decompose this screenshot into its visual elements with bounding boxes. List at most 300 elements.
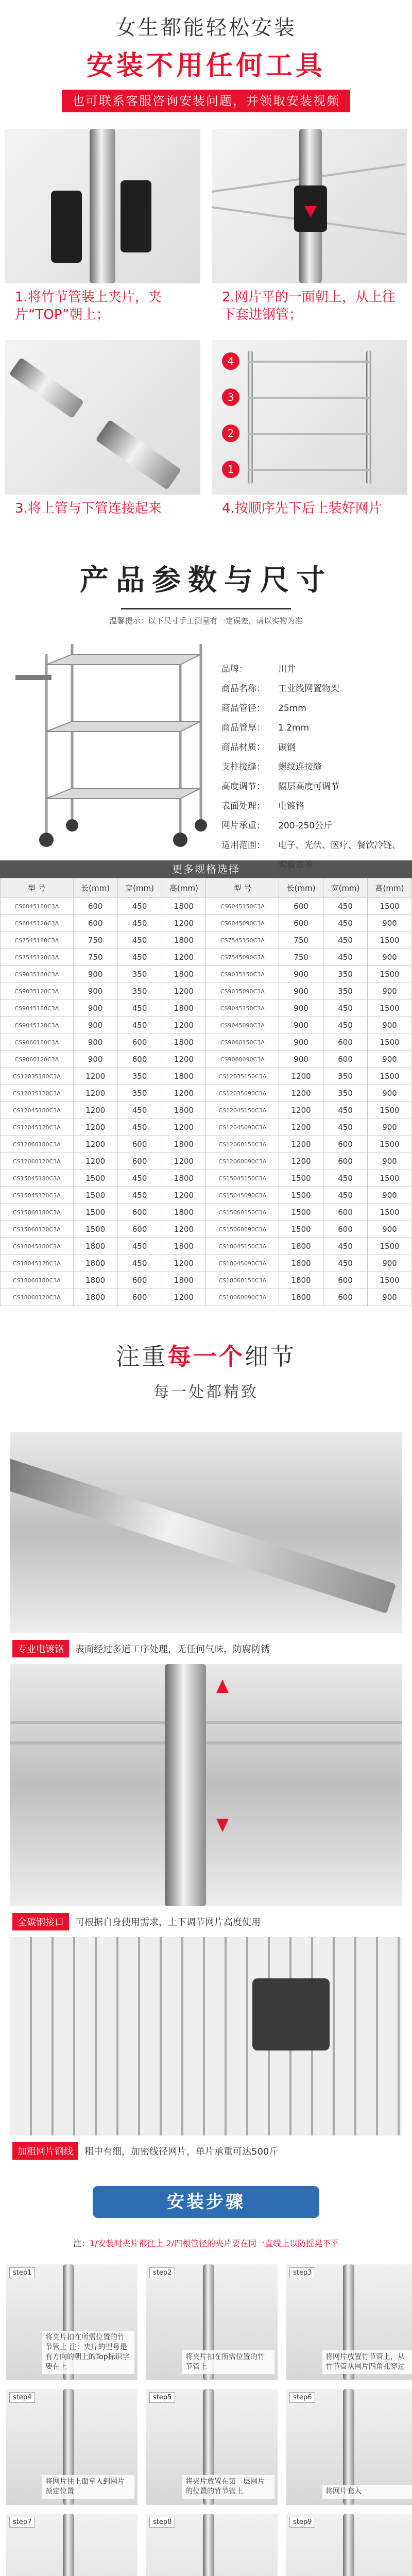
spec-row xyxy=(221,777,407,796)
spec-row xyxy=(221,659,407,679)
down-arrow-icon xyxy=(304,206,317,217)
spec-row xyxy=(221,816,407,836)
table-row xyxy=(1,1204,412,1221)
dimension-cell: 900 xyxy=(73,1034,117,1051)
column-header: 型 号 xyxy=(1,878,74,898)
dimension-cell: 900 xyxy=(368,1119,412,1136)
step-number: step2 xyxy=(149,2267,175,2278)
dimension-cell: 1800 xyxy=(162,1034,206,1051)
detail-tag-1: 专业电镀铬 xyxy=(12,1640,69,1657)
dimension-cell: 1200 xyxy=(162,1255,206,1272)
pole-closeup xyxy=(10,1453,396,1613)
dimension-cell: 1200 xyxy=(162,1187,206,1204)
dimension-cell: 1200 xyxy=(162,949,206,966)
dimension-cell: 1800 xyxy=(162,898,206,915)
table-row xyxy=(1,1153,412,1170)
model-cell: CS9045180C3A xyxy=(1,1000,74,1017)
pole-shape xyxy=(90,129,115,283)
dimension-cell: 1500 xyxy=(368,1204,412,1221)
dimension-cell: 1800 xyxy=(73,1272,117,1289)
dimension-cell: 1200 xyxy=(279,1068,323,1085)
spec-value: 川井 xyxy=(278,664,296,674)
pole-shape xyxy=(9,358,84,419)
table-row xyxy=(1,1051,412,1068)
model-cell: CS6045090C3A xyxy=(206,915,279,932)
order-badge-2: 2 xyxy=(222,425,239,442)
model-cell: CS9060090C3A xyxy=(206,1051,279,1068)
dimension-cell: 1500 xyxy=(368,1238,412,1255)
dimension-cell: 900 xyxy=(73,1051,117,1068)
dimension-cell: 350 xyxy=(323,1085,368,1102)
dimension-cell: 1800 xyxy=(279,1272,323,1289)
order-badge-3: 3 xyxy=(222,388,239,406)
spec-row xyxy=(221,836,407,875)
dimension-cell: 450 xyxy=(117,1017,162,1034)
install-grid-bottom xyxy=(0,340,412,495)
model-cell: CS12045150C3A xyxy=(206,1102,279,1119)
model-cell: CS12035150C3A xyxy=(206,1068,279,1085)
dimension-cell: 1200 xyxy=(279,1085,323,1102)
dimension-cell: 900 xyxy=(368,915,412,932)
step-number: step9 xyxy=(289,2517,315,2528)
dimension-cell: 1200 xyxy=(162,1085,206,1102)
details-subtitle: 每一处都精致 xyxy=(153,1383,259,1401)
dimension-cell: 1200 xyxy=(162,1153,206,1170)
table-row xyxy=(1,898,412,915)
step-caption: 将夹片放置在第二层网片的位置的竹节管上 xyxy=(182,2475,274,2499)
dimension-cell: 1800 xyxy=(73,1255,117,1272)
model-cell: CS6045120C3A xyxy=(1,915,74,932)
clip-shape-left xyxy=(51,191,82,263)
model-cell: CS12045090C3A xyxy=(206,1119,279,1136)
column-header: 长(mm) xyxy=(279,878,323,898)
spec-key: 适用范围： xyxy=(221,840,265,851)
model-cell: CS12060150C3A xyxy=(206,1136,279,1153)
spec-key: 支柱接缝： xyxy=(221,762,265,772)
dimension-cell: 450 xyxy=(117,1255,162,1272)
pole-shape xyxy=(248,350,253,484)
dimension-cell: 1200 xyxy=(73,1136,117,1153)
dimension-cell: 1800 xyxy=(162,1272,206,1289)
spec-key: 商品管径： xyxy=(221,703,265,714)
table-row xyxy=(1,1102,412,1119)
dimension-cell: 450 xyxy=(323,1238,368,1255)
detail-photo-grid xyxy=(10,1937,402,2136)
detail-label-3 xyxy=(0,2136,412,2166)
dimension-cell: 600 xyxy=(279,915,323,932)
dimension-cell: 750 xyxy=(279,932,323,949)
spec-row xyxy=(221,718,407,738)
model-cell: CS12045180C3A xyxy=(1,1102,74,1119)
dimension-cell: 600 xyxy=(117,1153,162,1170)
pole-shape xyxy=(366,350,371,484)
dimension-cell: 1200 xyxy=(162,1119,206,1136)
dimension-cell: 1800 xyxy=(279,1289,323,1306)
dimension-cell: 450 xyxy=(323,1255,368,1272)
spec-value: 25mm xyxy=(278,703,306,714)
dimension-cell: 450 xyxy=(323,1000,368,1017)
dimension-cell: 900 xyxy=(368,1085,412,1102)
params-header xyxy=(0,536,412,613)
model-cell: CS9060120C3A xyxy=(1,1051,74,1068)
step-card-4 xyxy=(6,2389,138,2505)
shelf-illustration xyxy=(15,644,211,850)
model-cell: CS12035090C3A xyxy=(206,1085,279,1102)
hero-title: 女生都能轻松安装 xyxy=(115,16,297,40)
dimension-cell: 1800 xyxy=(162,1102,206,1119)
dimension-cell: 1800 xyxy=(162,1238,206,1255)
spec-table-header-row xyxy=(1,878,412,898)
table-row xyxy=(1,1289,412,1306)
dimension-cell: 1500 xyxy=(368,1000,412,1017)
model-cell: CS18045180C3A xyxy=(1,1238,74,1255)
install-grid-top xyxy=(0,129,412,283)
detail-label-2 xyxy=(0,1906,412,1937)
dimension-cell: 1800 xyxy=(279,1238,323,1255)
model-cell: CS18045120C3A xyxy=(1,1255,74,1272)
dimension-cell: 750 xyxy=(73,949,117,966)
dimension-cell: 350 xyxy=(117,1085,162,1102)
dimension-cell: 900 xyxy=(279,1034,323,1051)
dimension-cell: 1500 xyxy=(73,1187,117,1204)
dimension-cell: 1200 xyxy=(279,1119,323,1136)
dimension-cell: 350 xyxy=(323,983,368,1000)
spec-value: 200-250公斤 xyxy=(278,821,333,831)
model-cell: CS12060180C3A xyxy=(1,1136,74,1153)
model-cell: CS6045150C3A xyxy=(206,898,279,915)
dimension-cell: 1800 xyxy=(279,1255,323,1272)
dimension-cell: 1200 xyxy=(73,1085,117,1102)
model-cell: CS9035090C3A xyxy=(206,983,279,1000)
step-number: step8 xyxy=(149,2517,175,2528)
dimension-cell: 600 xyxy=(117,1221,162,1238)
model-cell: CS15060180C3A xyxy=(1,1204,74,1221)
dimension-cell: 750 xyxy=(279,949,323,966)
dimension-cell: 1500 xyxy=(279,1187,323,1204)
spec-value: 螺纹连接缝 xyxy=(278,762,322,772)
detail-photo-chrome xyxy=(10,1432,402,1633)
table-row xyxy=(1,966,412,983)
step-card-7 xyxy=(6,2514,138,2576)
dimension-cell: 450 xyxy=(117,1000,162,1017)
dimension-cell: 600 xyxy=(323,1289,368,1306)
dimension-cell: 450 xyxy=(117,898,162,915)
spec-value: 电子、光伏、医疗、餐饮冷链、实验室等 xyxy=(278,840,401,870)
install-caption-4: 4.按顺序先下后上装好网片 xyxy=(222,501,382,516)
table-row xyxy=(1,1170,412,1187)
dimension-cell: 900 xyxy=(368,1017,412,1034)
dimension-cell: 1200 xyxy=(162,1051,206,1068)
dimension-cell: 1500 xyxy=(279,1221,323,1238)
model-cell: CS18060120C3A xyxy=(1,1289,74,1306)
dimension-cell: 450 xyxy=(323,1102,368,1119)
column-header: 高(mm) xyxy=(368,878,412,898)
dimension-cell: 600 xyxy=(323,1153,368,1170)
order-badge-1: 1 xyxy=(222,461,239,478)
spec-key: 高度调节： xyxy=(221,782,265,792)
dimension-cell: 900 xyxy=(279,1000,323,1017)
dimension-cell: 1800 xyxy=(162,966,206,983)
caliper-shape xyxy=(252,1978,330,2050)
dimension-cell: 1800 xyxy=(162,1170,206,1187)
model-cell: CS15045120C3A xyxy=(1,1187,74,1204)
dimension-cell: 1800 xyxy=(162,1204,206,1221)
detail-tag-3: 加粗网片钢线 xyxy=(12,2142,78,2160)
measure-hint: 温馨提示：以下尺寸手工测量有一定误差，请以实物为准 xyxy=(109,616,303,625)
spec-value: 1.2mm xyxy=(278,723,310,733)
model-cell: CS12060090C3A xyxy=(206,1153,279,1170)
spec-key: 品牌： xyxy=(221,664,248,674)
dimension-cell: 450 xyxy=(117,1119,162,1136)
spec-row xyxy=(221,699,407,718)
spec-table-head xyxy=(1,878,412,898)
dimension-cell: 450 xyxy=(323,1170,368,1187)
title-divider xyxy=(121,608,291,609)
wire-shape xyxy=(10,1721,402,1724)
dimension-cell: 900 xyxy=(73,1000,117,1017)
dimension-cell: 600 xyxy=(73,898,117,915)
install-photo-4 xyxy=(212,340,407,495)
step-number: step7 xyxy=(9,2517,35,2528)
clip-shape-right xyxy=(121,180,151,252)
table-row xyxy=(1,1255,412,1272)
dimension-cell: 450 xyxy=(117,915,162,932)
model-cell: CS15045150C3A xyxy=(206,1170,279,1187)
shelf-line xyxy=(248,433,371,435)
table-row xyxy=(1,1034,412,1051)
dimension-cell: 600 xyxy=(323,1272,368,1289)
step-grid-last-row xyxy=(0,2505,412,2576)
dimension-cell: 1500 xyxy=(73,1204,117,1221)
table-row xyxy=(1,1000,412,1017)
dimension-cell: 350 xyxy=(323,966,368,983)
model-cell: CS9045150C3A xyxy=(206,1000,279,1017)
model-cell: CS15045180C3A xyxy=(1,1170,74,1187)
dimension-cell: 1800 xyxy=(162,1136,206,1153)
model-cell: CS15060090C3A xyxy=(206,1221,279,1238)
install-captions-top xyxy=(0,283,412,340)
step-number: step4 xyxy=(9,2392,35,2403)
install-caption-2: 2.网片平的一面朝上，从上往下套进钢管； xyxy=(222,290,396,323)
step-caption: 将夹片扣在所需位置的竹节管上 xyxy=(182,2350,274,2374)
model-cell: CS7545180C3A xyxy=(1,932,74,949)
dimension-cell: 900 xyxy=(279,983,323,1000)
dimension-cell: 1500 xyxy=(368,898,412,915)
detail-text-2: 可根据自身使用需求，上下调节网片高度使用 xyxy=(75,1917,261,1928)
dimension-cell: 1200 xyxy=(279,1153,323,1170)
steps-note-red: 1/安装时夹片都往上 2/四根管径的夹片要在同一直线上以防摇晃不平 xyxy=(89,2239,339,2248)
dimension-cell: 1800 xyxy=(162,932,206,949)
table-row xyxy=(1,1017,412,1034)
dimension-cell: 1200 xyxy=(279,1136,323,1153)
details-title-post: 细节 xyxy=(245,1343,296,1370)
dimension-cell: 450 xyxy=(117,1238,162,1255)
steps-note-pre: 注： xyxy=(73,2239,90,2248)
dimension-cell: 1800 xyxy=(73,1238,117,1255)
dimension-cell: 600 xyxy=(323,1051,368,1068)
step-card-5 xyxy=(146,2389,278,2505)
step-caption: 将网片放置竹节管上，从竹节管从网片四角孔穿过 xyxy=(322,2350,412,2374)
model-cell: CS9035180C3A xyxy=(1,966,74,983)
dimension-cell: 1800 xyxy=(73,1289,117,1306)
model-cell: CS7545150C3A xyxy=(206,932,279,949)
dimension-cell: 450 xyxy=(323,1017,368,1034)
dimension-cell: 450 xyxy=(117,1102,162,1119)
details-title xyxy=(0,1338,412,1372)
detail-text-3: 粗中有细，加密线径网片，单片承重可达500斤 xyxy=(84,2146,279,2157)
dimension-cell: 450 xyxy=(117,932,162,949)
step-number: step5 xyxy=(149,2392,175,2403)
dimension-cell: 1500 xyxy=(368,1034,412,1051)
params-section xyxy=(0,536,412,1306)
params-title: 产品参数与尺寸 xyxy=(80,564,332,597)
dimension-cell: 450 xyxy=(117,1187,162,1204)
table-row xyxy=(1,915,412,932)
dimension-cell: 900 xyxy=(368,1289,412,1306)
step-card-8 xyxy=(146,2514,278,2576)
shelf-line xyxy=(248,469,371,471)
model-cell: CS15060120C3A xyxy=(1,1221,74,1238)
dimension-cell: 900 xyxy=(73,966,117,983)
dimension-cell: 600 xyxy=(323,1221,368,1238)
dimension-cell: 450 xyxy=(323,949,368,966)
table-row xyxy=(1,932,412,949)
dimension-cell: 1200 xyxy=(162,1017,206,1034)
dimension-cell: 1500 xyxy=(73,1221,117,1238)
model-cell: CS18060090C3A xyxy=(206,1289,279,1306)
pole-shape xyxy=(95,419,181,490)
spec-row xyxy=(221,679,407,699)
pole-shape xyxy=(203,2514,214,2576)
dimension-cell: 900 xyxy=(368,1255,412,1272)
dimension-cell: 1500 xyxy=(73,1170,117,1187)
dimension-cell: 350 xyxy=(117,983,162,1000)
model-cell: CS9035150C3A xyxy=(206,966,279,983)
service-banner: 也可联系客服咨询安装问题，并领取安装视频 xyxy=(62,90,350,112)
install-caption-3: 3.将上管与下管连接起来 xyxy=(15,501,162,516)
dimension-cell: 1800 xyxy=(162,1000,206,1017)
dimension-cell: 1500 xyxy=(368,1136,412,1153)
dimension-cell: 1200 xyxy=(73,1153,117,1170)
table-row xyxy=(1,1068,412,1085)
model-cell: CS15060150C3A xyxy=(206,1204,279,1221)
dimension-cell: 1500 xyxy=(368,932,412,949)
dimension-cell: 600 xyxy=(117,1272,162,1289)
dimension-cell: 1500 xyxy=(368,1068,412,1085)
spec-key: 表面处理： xyxy=(221,801,265,811)
dimension-cell: 1200 xyxy=(279,1102,323,1119)
step-card-1 xyxy=(6,2264,138,2380)
dimension-cell: 1200 xyxy=(73,1119,117,1136)
down-arrow-icon xyxy=(216,1819,229,1832)
dimension-cell: 600 xyxy=(323,1136,368,1153)
dimension-cell: 900 xyxy=(368,983,412,1000)
step-caption: 将夹片扣在所需位置的竹节管上 注：夹片的型号是有方向的朝上的Top标识字要在上 xyxy=(42,2331,134,2374)
steps-title: 安装步骤 xyxy=(93,2186,319,2218)
dimension-cell: 1200 xyxy=(162,1221,206,1238)
model-cell: CS12045120C3A xyxy=(1,1119,74,1136)
model-cell: CS18060180C3A xyxy=(1,1272,74,1289)
table-row xyxy=(1,1187,412,1204)
shelf-line xyxy=(248,397,371,399)
dimension-cell: 900 xyxy=(279,1051,323,1068)
dimension-cell: 1500 xyxy=(368,966,412,983)
spec-list xyxy=(221,659,407,875)
step-number: step6 xyxy=(289,2392,315,2403)
spec-row xyxy=(221,738,407,757)
dimension-cell: 600 xyxy=(73,915,117,932)
table-row xyxy=(1,1221,412,1238)
table-row xyxy=(1,983,412,1000)
spec-table-body xyxy=(1,898,412,1306)
details-title-pre: 注重 xyxy=(116,1343,167,1370)
dimension-cell: 750 xyxy=(73,932,117,949)
details-title-red: 每一个 xyxy=(167,1343,245,1370)
dimension-cell: 1200 xyxy=(73,1068,117,1085)
step-caption: 将网片套入 xyxy=(322,2485,412,2499)
steps-header xyxy=(0,2166,412,2233)
dimension-cell: 1500 xyxy=(368,1170,412,1187)
install-captions-bottom xyxy=(0,495,412,536)
dimension-cell: 350 xyxy=(117,1068,162,1085)
column-header: 长(mm) xyxy=(73,878,117,898)
install-photo-1 xyxy=(5,129,200,283)
wire-shape xyxy=(10,1741,402,1744)
dimension-cell: 450 xyxy=(117,949,162,966)
up-arrow-icon xyxy=(216,1680,229,1693)
model-cell: CS9060150C3A xyxy=(206,1034,279,1051)
spec-key: 商品管厚： xyxy=(221,723,265,733)
column-header: 宽(mm) xyxy=(117,878,162,898)
dimension-cell: 1500 xyxy=(279,1170,323,1187)
dimension-cell: 1200 xyxy=(73,1102,117,1119)
table-title: 更多规格选择 xyxy=(0,860,412,878)
detail-text-1: 表面经过多道工序处理，无任何气味，防腐防锈 xyxy=(75,1644,270,1655)
dimension-cell: 600 xyxy=(117,1289,162,1306)
hero-subtitle: 安装不用任何工具 xyxy=(86,50,325,81)
step-grid xyxy=(0,2264,412,2505)
install-photo-2 xyxy=(212,129,407,283)
model-cell: CS18045150C3A xyxy=(206,1238,279,1255)
spec-key: 网片承重： xyxy=(221,821,265,831)
dimension-cell: 900 xyxy=(368,949,412,966)
shelf-line xyxy=(248,361,371,363)
step-card-2 xyxy=(146,2264,278,2380)
model-cell: CS7545090C3A xyxy=(206,949,279,966)
pole-closeup xyxy=(165,1664,206,1906)
spec-value: 电镀铬 xyxy=(278,801,304,811)
dimension-cell: 450 xyxy=(323,1119,368,1136)
spec-value: 隔层高度可调节 xyxy=(278,782,339,792)
spec-key: 商品名称： xyxy=(221,684,265,694)
table-row xyxy=(1,949,412,966)
step-number: step1 xyxy=(9,2267,35,2278)
model-cell: CS15045090C3A xyxy=(206,1187,279,1204)
spec-table xyxy=(0,878,412,1306)
dimension-cell: 900 xyxy=(279,1017,323,1034)
dimension-cell: 600 xyxy=(117,1136,162,1153)
dimension-cell: 900 xyxy=(279,966,323,983)
dimension-cell: 1200 xyxy=(162,915,206,932)
dimension-cell: 350 xyxy=(323,1068,368,1085)
install-caption-1: 1.将竹节管装上夹片，夹片“TOP”朝上； xyxy=(15,290,162,323)
step-caption: 将网片往上面拿入到网片预定位置 xyxy=(42,2475,134,2499)
dimension-cell: 600 xyxy=(323,1204,368,1221)
install-photo-3 xyxy=(5,340,200,495)
dimension-cell: 900 xyxy=(368,1051,412,1068)
pole-shape xyxy=(63,2514,74,2576)
dimension-cell: 900 xyxy=(368,1221,412,1238)
